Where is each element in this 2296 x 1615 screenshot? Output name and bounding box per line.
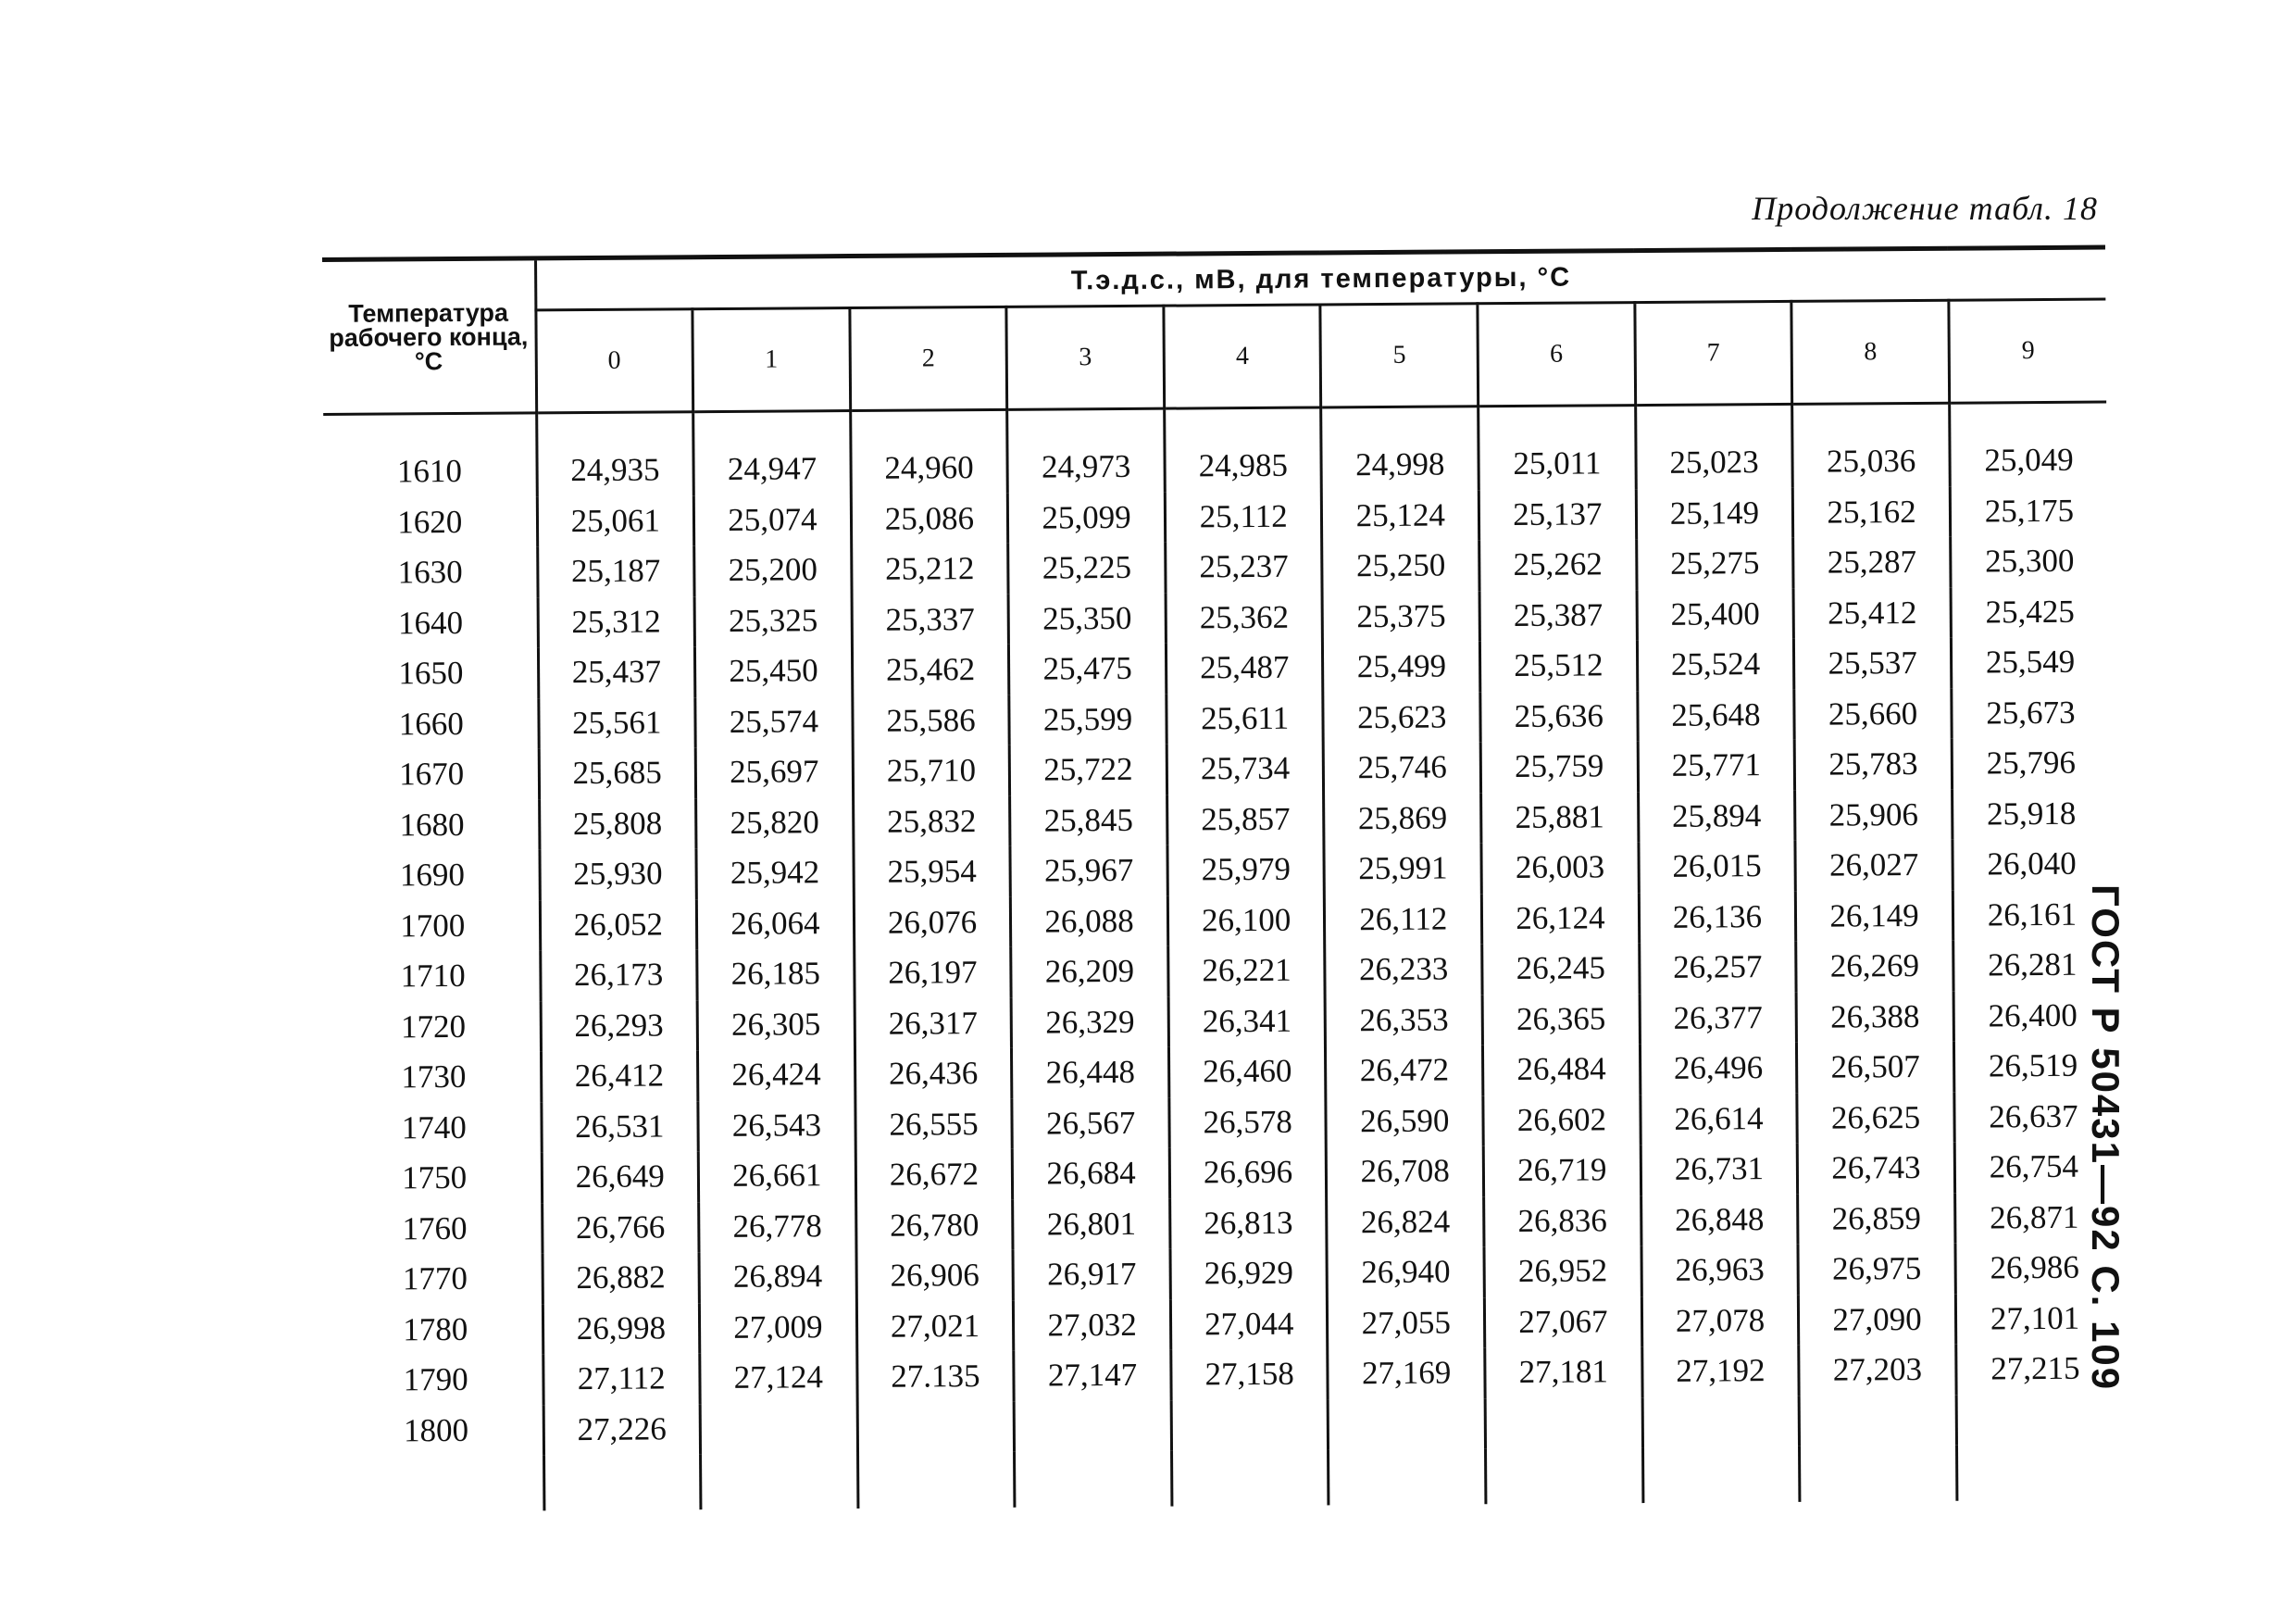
empty-cell — [1329, 1448, 1486, 1505]
column-header-6: 6 — [1478, 303, 1635, 407]
row-temperature: 1680 — [326, 799, 539, 851]
emf-value-cell: 26,088 — [1011, 895, 1168, 947]
emf-value-cell: 25,375 — [1323, 591, 1480, 643]
column-header-row — [322, 299, 2106, 414]
emf-value-cell: 25,162 — [1793, 486, 1951, 538]
emf-value-cell: 26,293 — [541, 1000, 698, 1052]
emf-value-cell: 26,998 — [543, 1303, 700, 1355]
emf-value-cell: 27,021 — [856, 1300, 1014, 1352]
emf-value-cell: 26,859 — [1798, 1193, 1955, 1245]
emf-value-cell: 27,124 — [700, 1352, 857, 1404]
emf-value-cell: 25,771 — [1638, 740, 1795, 792]
emf-value-cell: 25,287 — [1793, 537, 1951, 589]
emf-value-cell: 26,424 — [698, 1049, 855, 1101]
empty-cell — [1171, 1449, 1329, 1506]
emf-value-cell: 27,090 — [1799, 1294, 1956, 1346]
emf-value-cell: 25,049 — [1984, 442, 2074, 479]
emf-value-cell: 27,226 — [543, 1404, 701, 1456]
emf-value-cell: 25,869 — [1324, 793, 1481, 845]
empty-cell — [331, 1455, 543, 1512]
emf-value-cell: 27,158 — [1171, 1348, 1329, 1400]
emf-value-cell: 25,275 — [1636, 538, 1793, 590]
emf-value-cell: 26,040 — [1987, 845, 2077, 883]
emf-value-cell: 25,599 — [1009, 694, 1167, 745]
emf-value-cell: 25,212 — [851, 544, 1008, 595]
emf-value-cell: 25,124 — [1322, 490, 1479, 542]
emf-value-cell: 26,377 — [1640, 992, 1797, 1044]
emf-value-cell: 26,578 — [1169, 1096, 1327, 1148]
emf-group-header: Т.э.д.с., мВ, для температуры, °С — [535, 247, 2105, 310]
emf-value-cell: 25,954 — [854, 846, 1011, 898]
row-temperature: 1700 — [327, 900, 540, 952]
emf-value-cell: 26,929 — [1170, 1247, 1328, 1299]
emf-value-cell: 26,015 — [1639, 841, 1796, 893]
emf-value-cell: 25,930 — [539, 848, 696, 900]
emf-value-cell: 26,353 — [1326, 995, 1483, 1046]
emf-value-cell: 25,262 — [1479, 539, 1637, 591]
row-temperature: 1790 — [330, 1354, 543, 1406]
document-id-label: ГОСТ Р 50431—92 С. 109 — [2084, 884, 2128, 1392]
emf-value-cell: 25,112 — [1165, 491, 1322, 543]
emf-value-cell: 25,250 — [1322, 540, 1479, 592]
emf-value-cell: 25,991 — [1324, 843, 1481, 895]
emf-value-cell — [1329, 1398, 1486, 1450]
emf-value-cell: 26,975 — [1798, 1244, 1955, 1296]
emf-value-cell: 26,076 — [854, 896, 1011, 948]
emf-value-cell: 26,507 — [1797, 1042, 1954, 1094]
emf-value-cell: 25,710 — [853, 745, 1010, 797]
emf-value-cell: 26,848 — [1641, 1194, 1798, 1246]
emf-value-cell: 26,906 — [856, 1250, 1014, 1302]
emf-value-cell: 25,499 — [1323, 641, 1480, 693]
emf-value-cell: 25,011 — [1479, 406, 1636, 490]
emf-value-cell: 26,543 — [698, 1100, 855, 1152]
emf-value-cell: 25,796 — [1986, 745, 2077, 782]
emf-value-cell: 26,341 — [1168, 995, 1326, 1047]
emf-value-cell: 26,173 — [540, 949, 697, 1001]
empty-cell — [1956, 1445, 2114, 1501]
column-header-3: 3 — [1006, 306, 1164, 409]
row-temperature: 1670 — [326, 748, 539, 800]
emf-value-cell: 25,512 — [1479, 640, 1637, 692]
emf-value-cell: 25,660 — [1794, 688, 1952, 740]
emf-value-cell: 26,731 — [1641, 1144, 1798, 1196]
emf-value-cell: 26,197 — [854, 947, 1011, 999]
emf-value-cell: 24,947 — [693, 411, 851, 495]
emf-value-cell: 24,985 — [1165, 407, 1322, 492]
emf-value-cell: 26,472 — [1326, 1045, 1483, 1096]
emf-value-cell: 26,637 — [1989, 1097, 2078, 1135]
emf-value-cell: 27,078 — [1641, 1295, 1799, 1346]
emf-value-cell: 26,754 — [1989, 1148, 2079, 1185]
emf-value-cell: 25,312 — [538, 596, 695, 648]
emf-value-cell: 25,845 — [1010, 795, 1167, 846]
emf-value-cell: 26,871 — [1989, 1198, 2079, 1236]
emf-value-cell: 25,450 — [695, 645, 853, 697]
emf-value-cell: 25,400 — [1637, 588, 1794, 640]
row-temperature: 1750 — [329, 1152, 542, 1204]
row-temperature: 1710 — [327, 950, 540, 1002]
emf-value-cell: 25,881 — [1481, 792, 1639, 844]
emf-value-cell: 25,623 — [1323, 692, 1480, 744]
emf-value-cell: 25,820 — [696, 797, 854, 849]
emf-value-cell: 25,549 — [1985, 644, 2076, 681]
emf-value-cell: 27,044 — [1170, 1298, 1328, 1350]
emf-value-cell: 26,233 — [1325, 944, 1482, 995]
emf-value-cell: 26,986 — [1990, 1249, 2079, 1286]
emf-value-cell: 25,350 — [1008, 593, 1166, 645]
emf-value-cell: 26,064 — [696, 898, 854, 950]
emf-value-cell: 25,746 — [1324, 742, 1481, 794]
emf-value-cell: 26,614 — [1640, 1093, 1797, 1145]
emf-value-cell: 25,300 — [1985, 543, 2075, 580]
emf-value-cell: 25,685 — [539, 747, 696, 799]
emf-value-cell: 26,590 — [1326, 1095, 1483, 1147]
emf-value-cell: 26,963 — [1641, 1245, 1799, 1296]
empty-cell — [543, 1454, 701, 1510]
emf-value-cell: 27.135 — [856, 1351, 1014, 1403]
emf-value-cell: 25,832 — [853, 795, 1010, 847]
column-header-4: 4 — [1164, 305, 1321, 408]
emf-value-cell: 26,412 — [541, 1050, 698, 1102]
emf-value-cell: 25,225 — [1008, 543, 1166, 595]
emf-value-cell: 26,209 — [1011, 946, 1168, 998]
emf-value-cell: 26,448 — [1012, 1047, 1169, 1099]
emf-value-cell: 26,836 — [1484, 1196, 1641, 1247]
emf-value-cell: 25,187 — [537, 545, 694, 597]
emf-value-cell: 25,061 — [537, 495, 694, 547]
emf-value-cell: 27,147 — [1014, 1350, 1171, 1402]
emf-value-cell: 25,942 — [696, 847, 854, 899]
emf-value-cell: 24,998 — [1321, 407, 1479, 491]
emf-value-cell: 26,567 — [1012, 1097, 1169, 1149]
emf-value-cell: 25,036 — [1792, 403, 1950, 487]
emf-value-cell: 26,317 — [855, 997, 1012, 1049]
emf-value-cell: 26,269 — [1796, 941, 1953, 993]
table-filler-row — [331, 1445, 2114, 1512]
emf-value-cell: 25,475 — [1009, 644, 1167, 695]
emf-value-cell: 27,009 — [699, 1301, 856, 1353]
emf-value-cell: 25,074 — [693, 495, 851, 546]
emf-value-cell: 26,684 — [1013, 1148, 1170, 1200]
emf-value-cell: 26,602 — [1483, 1095, 1641, 1146]
column-header-1: 1 — [693, 308, 850, 412]
emf-value-cell: 26,649 — [542, 1151, 699, 1203]
emf-value-cell: 25,412 — [1793, 587, 1951, 639]
emf-value-cell: 25,561 — [538, 697, 695, 749]
emf-value-cell — [1171, 1399, 1329, 1451]
emf-value-cell: 26,388 — [1796, 991, 1953, 1043]
emf-value-cell: 27,032 — [1014, 1299, 1171, 1351]
temp-column-header: Температура рабочего конца, °С — [322, 258, 536, 415]
emf-value-cell: 25,524 — [1637, 639, 1794, 691]
column-header-0: 0 — [535, 309, 693, 413]
emf-value-cell: 26,780 — [855, 1199, 1013, 1251]
row-temperature: 1640 — [325, 597, 538, 649]
emf-value-cell: 26,625 — [1797, 1092, 1954, 1144]
emf-value-cell: 25,237 — [1166, 541, 1323, 593]
column-header-7: 7 — [1635, 301, 1792, 405]
row-temperature: 1770 — [330, 1253, 543, 1305]
emf-value-cell: 26,484 — [1483, 1044, 1641, 1095]
emf-value-cell: 25,894 — [1638, 790, 1795, 842]
emf-value-cell: 25,673 — [1986, 694, 2076, 732]
emf-value-cell: 26,136 — [1639, 891, 1796, 943]
empty-cell — [1642, 1446, 1800, 1503]
emf-value-cell: 26,801 — [1013, 1198, 1170, 1250]
emf-value-cell: 27,055 — [1328, 1297, 1485, 1349]
row-temperature: 1740 — [328, 1102, 541, 1154]
emf-value-cell: 25,918 — [1986, 795, 2077, 833]
table-caption: Продолжение табл. 18 — [1752, 190, 2098, 227]
emf-value-cell — [1799, 1395, 1956, 1446]
emf-value-cell: 25,967 — [1010, 845, 1167, 897]
emf-value-cell: 26,305 — [697, 999, 855, 1051]
emf-value-cell: 26,531 — [541, 1101, 698, 1153]
emf-value-cell: 25,337 — [852, 594, 1009, 645]
emf-value-cell: 25,783 — [1794, 739, 1952, 791]
emf-value-cell: 26,221 — [1168, 945, 1326, 996]
emf-value-cell: 26,661 — [698, 1150, 855, 1202]
emf-value-cell: 26,052 — [540, 899, 697, 951]
emf-value-cell: 25,149 — [1636, 487, 1793, 539]
empty-cell — [1486, 1447, 1643, 1504]
emf-value-cell: 25,574 — [695, 696, 853, 748]
emf-value-cell — [1956, 1394, 2114, 1446]
emf-value-cell: 26,519 — [1988, 1047, 2078, 1084]
emf-value-cell: 27,181 — [1485, 1346, 1642, 1398]
emf-value-cell: 26,917 — [1013, 1249, 1170, 1301]
emf-value-cell — [857, 1401, 1015, 1453]
emf-value-cell: 25,722 — [1009, 745, 1167, 796]
row-temperature: 1760 — [329, 1203, 542, 1255]
emf-value-cell: 26,124 — [1481, 893, 1639, 945]
row-temperature: 1720 — [328, 1001, 541, 1053]
emf-value-cell: 27,067 — [1484, 1296, 1641, 1348]
column-header-8: 8 — [1791, 300, 1949, 404]
emf-value-cell: 25,137 — [1479, 489, 1636, 541]
emf-value-cell: 26,100 — [1167, 895, 1325, 946]
emf-value-cell: 26,813 — [1169, 1197, 1327, 1249]
column-header-2: 2 — [850, 307, 1007, 410]
emf-value-cell: 26,766 — [542, 1202, 699, 1254]
emf-value-cell: 26,257 — [1639, 942, 1796, 994]
emf-value-cell: 27,101 — [1990, 1299, 2080, 1337]
emf-value-cell: 25,906 — [1795, 789, 1953, 841]
table-row — [323, 402, 2107, 497]
emf-value-cell: 25,537 — [1794, 638, 1952, 690]
emf-value-cell: 26,365 — [1482, 994, 1640, 1045]
emf-value-cell: 26,743 — [1797, 1143, 1954, 1195]
emf-value-cell: 26,882 — [543, 1252, 700, 1304]
emf-value-cell: 27,215 — [1990, 1350, 2080, 1387]
emf-value-cell: 26,778 — [699, 1201, 856, 1253]
empty-cell — [1015, 1451, 1172, 1508]
row-temperature: 1730 — [328, 1051, 541, 1103]
table-body — [323, 402, 2114, 1512]
row-temperature: 1780 — [330, 1304, 543, 1356]
emf-value-cell: 25,462 — [852, 645, 1009, 696]
emf-value-cell: 25,023 — [1635, 404, 1792, 488]
emf-value-cell: 26,112 — [1325, 894, 1482, 945]
emf-value-cell: 24,960 — [850, 409, 1007, 494]
emf-value-cell: 25,734 — [1167, 743, 1324, 795]
emf-value-cell: 27,192 — [1641, 1346, 1799, 1397]
emf-value-cell: 25,759 — [1480, 741, 1638, 793]
emf-value-cell: 26,003 — [1481, 842, 1639, 894]
emf-value-cell: 25,175 — [1984, 492, 2075, 530]
emf-value-cell — [1485, 1397, 1642, 1449]
emf-value-cell: 26,708 — [1327, 1146, 1484, 1197]
emf-value-cell: 25,387 — [1479, 590, 1637, 642]
emf-value-cell: 26,161 — [1987, 895, 2078, 933]
emf-value-cell: 24,973 — [1007, 408, 1165, 493]
emf-value-cell — [700, 1402, 857, 1454]
row-temperature: 1610 — [323, 413, 537, 498]
column-header-9: 9 — [1949, 299, 2107, 403]
emf-value-cell: 24,935 — [536, 412, 693, 496]
row-temperature: 1620 — [324, 496, 537, 548]
emf-value-cell: 25,611 — [1167, 693, 1324, 745]
emf-value-cell: 26,436 — [855, 1048, 1012, 1100]
emf-value-cell: 25,586 — [853, 695, 1010, 746]
emf-value-cell: 26,460 — [1168, 1045, 1326, 1097]
emf-value-cell: 25,086 — [851, 493, 1008, 545]
emf-value-cell: 26,555 — [855, 1098, 1013, 1150]
emf-value-cell: 25,857 — [1167, 794, 1324, 845]
table-container — [322, 245, 2114, 1513]
emf-value-cell: 26,329 — [1011, 996, 1168, 1048]
emf-value-cell: 26,400 — [1988, 996, 2078, 1034]
emf-value-cell: 26,719 — [1483, 1145, 1641, 1196]
emf-value-cell: 25,200 — [694, 545, 852, 596]
emf-value-cell: 25,697 — [695, 746, 853, 798]
empty-cell — [857, 1452, 1015, 1509]
emf-value-cell: 25,979 — [1167, 844, 1325, 895]
emf-value-cell: 27,203 — [1799, 1345, 1956, 1396]
emf-value-cell: 26,245 — [1482, 943, 1640, 995]
empty-cell — [701, 1453, 858, 1509]
emf-value-cell: 25,636 — [1480, 691, 1638, 743]
emf-value-cell: 25,362 — [1166, 592, 1323, 644]
emf-value-cell: 27,169 — [1328, 1347, 1485, 1399]
emf-value-cell: 25,648 — [1637, 689, 1794, 741]
emf-value-cell: 27,112 — [543, 1353, 700, 1405]
emf-value-cell — [1014, 1400, 1171, 1452]
row-temperature: 1690 — [326, 849, 539, 901]
emf-value-cell: 26,696 — [1169, 1146, 1327, 1198]
emf-value-cell: 26,824 — [1327, 1196, 1484, 1248]
emf-value-cell — [1642, 1396, 1800, 1447]
empty-cell — [1800, 1446, 1957, 1502]
column-header-5: 5 — [1320, 304, 1478, 407]
emf-value-cell: 26,940 — [1327, 1246, 1484, 1298]
row-temperature: 1630 — [324, 546, 537, 598]
row-temperature: 1800 — [331, 1405, 543, 1457]
emf-value-cell: 26,496 — [1640, 1043, 1797, 1095]
emf-value-cell: 25,325 — [694, 595, 852, 647]
emf-value-cell: 26,672 — [855, 1149, 1013, 1201]
emf-value-cell: 26,027 — [1795, 840, 1953, 892]
emf-value-cell: 26,952 — [1484, 1246, 1641, 1297]
emf-value-cell: 25,808 — [539, 798, 696, 850]
emf-value-cell: 25,425 — [1985, 593, 2075, 631]
row-temperature: 1660 — [325, 698, 538, 750]
emf-value-cell: 26,281 — [1988, 946, 2078, 983]
row-temperature: 1650 — [325, 647, 538, 699]
emf-value-cell: 25,099 — [1008, 492, 1166, 544]
emf-value-cell: 26,149 — [1796, 890, 1953, 942]
emf-value-cell: 25,487 — [1166, 642, 1323, 694]
emf-value-cell: 26,185 — [697, 948, 855, 1000]
emf-value-cell: 25,437 — [538, 646, 695, 698]
thermo-emf-table — [322, 245, 2114, 1512]
emf-value-cell: 26,894 — [699, 1251, 856, 1303]
